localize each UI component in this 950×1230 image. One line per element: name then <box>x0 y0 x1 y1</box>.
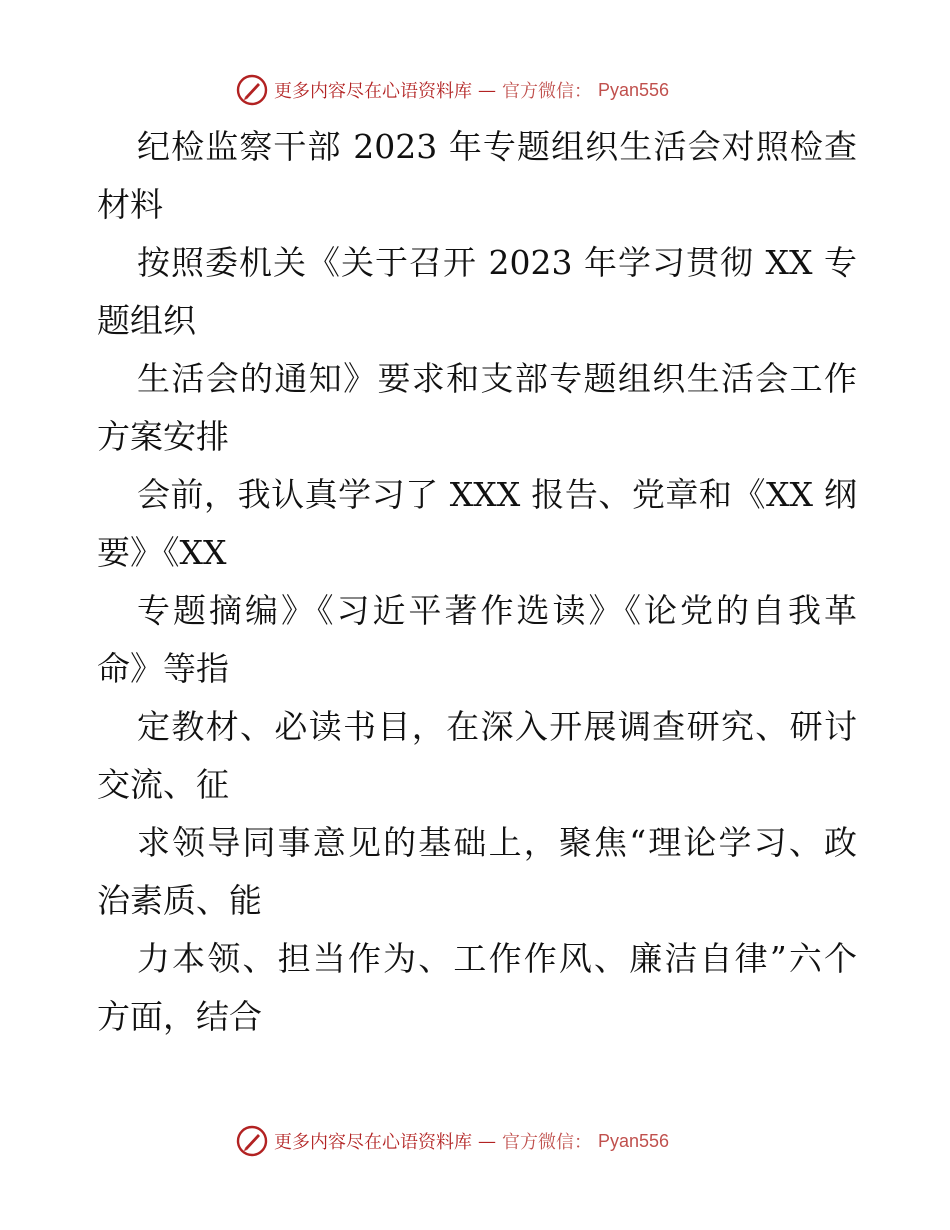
text-line: 定教材、必读书目，在深入开展调查研究、研讨 <box>137 707 857 746</box>
text-line: 交流、征 <box>97 765 229 804</box>
document-body <box>97 118 857 1046</box>
paragraph <box>97 814 857 930</box>
paragraph <box>97 350 857 466</box>
text-line: 题组织 <box>97 301 196 340</box>
watermark-contact-label: 官方微信： <box>502 81 592 101</box>
text-line: 专题摘编》《习近平著作选读》《论党的自我革 <box>137 591 857 630</box>
text-line: 求领导同事意见的基础上，聚焦“理论学习、政 <box>137 823 857 862</box>
watermark-dash: — <box>478 79 496 101</box>
watermark-wechat-id: Pyan556 <box>598 1130 670 1151</box>
text-line: 治素质、能 <box>97 881 262 920</box>
text-line: 力本领、担当作为、工作作风、廉洁自律”六个 <box>137 939 857 978</box>
paragraph <box>97 234 857 350</box>
watermark-text: 更多内容尽在心语资料库 <box>274 81 472 102</box>
text-line: 按照委机关《关于召开 2023 年学习贯彻 XX 专 <box>137 243 857 282</box>
paragraph <box>97 466 857 582</box>
watermark-dash: — <box>478 1130 496 1152</box>
text-line: 会前，我认真学习了 XXX 报告、党章和《XX 纲 <box>137 475 857 514</box>
paragraph <box>97 930 857 1046</box>
footer-watermark <box>236 1124 669 1158</box>
watermark-contact-label: 官方微信： <box>502 1132 592 1152</box>
text-line: 生活会的通知》要求和支部专题组织生活会工作 <box>137 359 857 398</box>
text-line: 方案安排 <box>97 417 229 456</box>
text-line: 方面，结合 <box>97 997 262 1036</box>
text-line: 纪检监察干部 2023 年专题组织生活会对照检查 <box>137 127 857 166</box>
watermark-wechat-id: Pyan556 <box>598 79 670 100</box>
text-line: 命》等指 <box>97 649 229 688</box>
paragraph <box>97 698 857 814</box>
header-watermark <box>236 73 669 107</box>
text-line: 要》《XX <box>97 533 227 572</box>
paragraph-title <box>97 118 857 234</box>
text-line: 材料 <box>97 185 163 224</box>
quill-logo-icon <box>236 1125 268 1157</box>
watermark-text: 更多内容尽在心语资料库 <box>274 1132 472 1153</box>
paragraph <box>97 582 857 698</box>
quill-logo-icon <box>236 74 268 106</box>
